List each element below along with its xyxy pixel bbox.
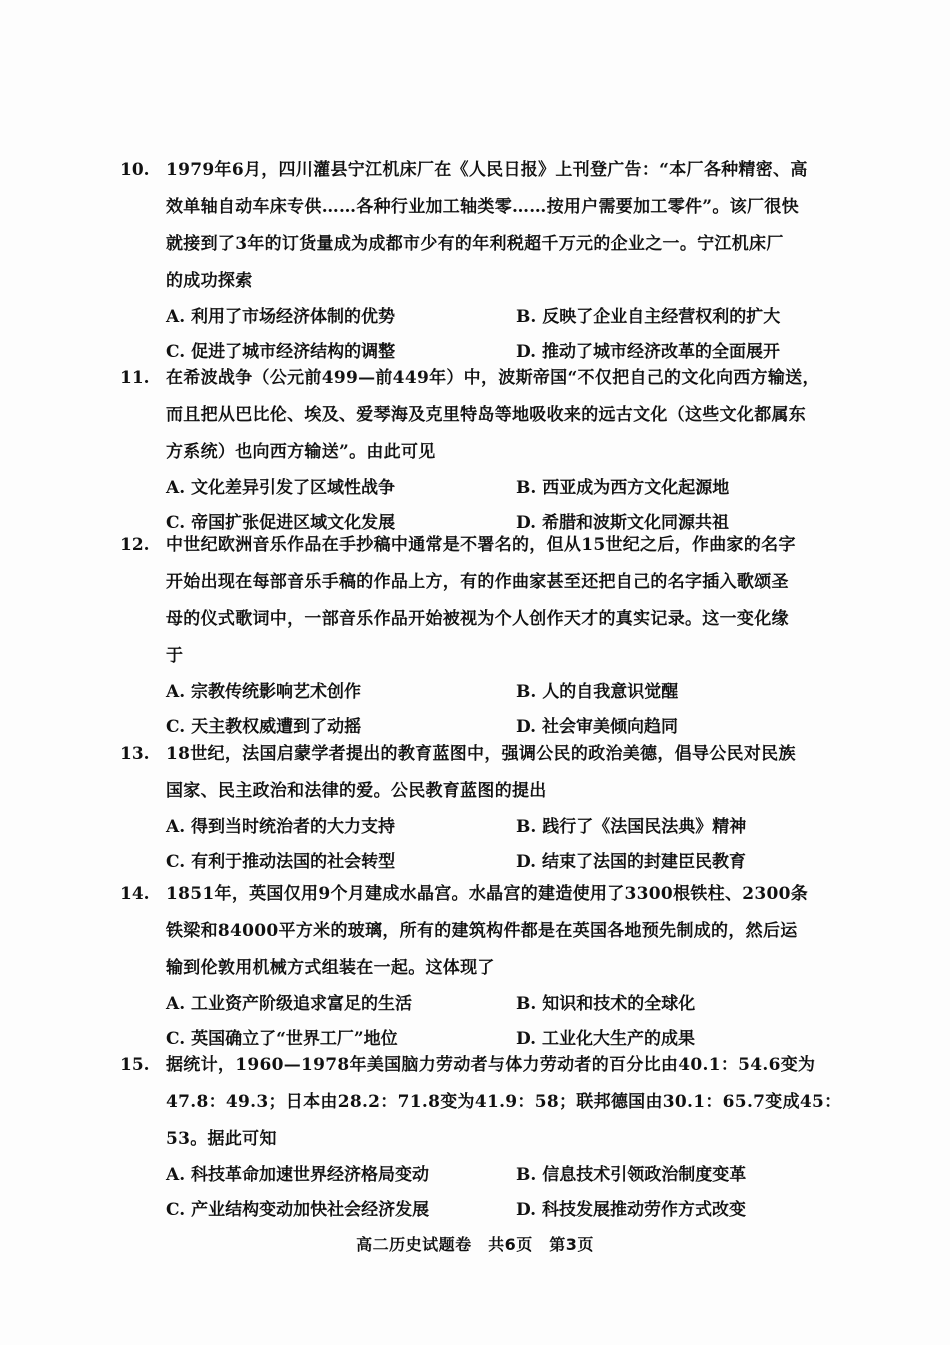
question-number: 14. (120, 884, 150, 904)
option-d: D. 社会审美倾向趋同 (516, 717, 678, 737)
stem-line: 1851年，英国仅用9个月建成水晶宫。水晶宫的建造使用了3300根铁柱、2300条 (166, 884, 809, 904)
option-d: D. 科技发展推动劳作方式改变 (516, 1200, 746, 1220)
option-a: A. 得到当时统治者的大力支持 (166, 817, 396, 837)
option-b: B. 信息技术引领政治制度变革 (516, 1165, 747, 1185)
stem-line: 18世纪，法国启蒙学者提出的教育蓝图中，强调公民的政治美德，倡导公民对民族 (166, 744, 796, 764)
stem-line: 据统计，1960—1978年美国脑力劳动者与体力劳动者的百分比由40.1：54.6变为 (166, 1055, 816, 1075)
stem-line: 而且把从巴比伦、埃及、爱琴海及克里特岛等地吸收来的远古文化（这些文化都属东 (166, 405, 807, 425)
question-15 (120, 1047, 842, 1228)
stem-line: 方系统）也向西方输送”。由此可见 (166, 442, 436, 462)
stem-line: 开始出现在每部音乐手稿的作品上方，有的作曲家甚至还把自己的名字插入歌颂圣 (166, 572, 789, 592)
option-a: A. 利用了市场经济体制的优势 (166, 307, 396, 327)
stem-line: 铁梁和84000平方米的玻璃，所有的建筑构件都是在英国各地预先制成的，然后运 (166, 921, 798, 941)
option-d: D. 结束了法国的封建臣民教育 (516, 852, 746, 872)
question-stem (166, 736, 820, 810)
option-b: B. 人的自我意识觉醒 (516, 682, 679, 702)
question-number: 13. (120, 744, 150, 764)
option-c: C. 有利于推动法国的社会转型 (166, 852, 396, 872)
stem-line: 国家、民主政治和法律的爱。公民教育蓝图的提出 (166, 781, 547, 801)
option-c: C. 天主教权威遭到了动摇 (166, 717, 362, 737)
question-stem (166, 152, 820, 300)
option-a: A. 科技革命加速世界经济格局变动 (166, 1165, 430, 1185)
question-stem (166, 876, 820, 987)
stem-line: 1979年6月，四川灌县宁江机床厂在《人民日报》上刊登广告：“本厂各种精密、高 (166, 160, 808, 180)
stem-line: 在希波战争（公元前499—前449年）中，波斯帝国“不仅把自己的文化向西方输送， (166, 368, 820, 388)
option-d: D. 推动了城市经济改革的全面展开 (516, 342, 780, 362)
stem-line: 53。据此可知 (166, 1129, 277, 1149)
option-c: C. 英国确立了“世界工厂”地位 (166, 1029, 398, 1049)
option-a: A. 工业资产阶级追求富足的生活 (166, 994, 413, 1014)
stem-line: 母的仪式歌词中，一部音乐作品开始被视为个人创作天才的真实记录。这一变化缘 (166, 609, 789, 629)
option-b: B. 践行了《法国民法典》精神 (516, 817, 747, 837)
stem-line: 的成功探索 (166, 271, 253, 291)
option-a: A. 文化差异引发了区域性战争 (166, 478, 396, 498)
question-stem (166, 360, 820, 471)
stem-line: 输到伦敦用机械方式组装在一起。这体现了 (166, 958, 495, 978)
option-b: B. 西亚成为西方文化起源地 (516, 478, 730, 498)
question-13 (120, 736, 820, 880)
option-d: D. 希腊和波斯文化同源共祖 (516, 513, 729, 533)
option-c: C. 促进了城市经济结构的调整 (166, 342, 396, 362)
stem-line: 47.8：49.3；日本由28.2：71.8变为41.9：58；联邦德国由30.1：65.7变成45： (166, 1092, 842, 1112)
option-b: B. 知识和技术的全球化 (516, 994, 696, 1014)
question-14 (120, 876, 820, 1057)
question-number: 15. (120, 1055, 150, 1075)
stem-line: 于 (166, 646, 184, 666)
option-d: D. 工业化大生产的成果 (516, 1029, 695, 1049)
question-number: 12. (120, 535, 150, 555)
question-10 (120, 152, 820, 370)
answer-options (166, 810, 820, 880)
option-c: C. 帝国扩张促进区域文化发展 (166, 513, 396, 533)
question-number: 11. (120, 368, 150, 388)
stem-line: 中世纪欧洲音乐作品在手抄稿中通常是不署名的，但从15世纪之后，作曲家的名字 (166, 535, 796, 555)
stem-line: 就接到了3年的订货量成为成都市少有的年利税超千万元的企业之一。宁江机床厂 (166, 234, 784, 254)
question-stem (166, 527, 820, 675)
option-a: A. 宗教传统影响艺术创作 (166, 682, 362, 702)
answer-options (166, 675, 820, 745)
question-number: 10. (120, 160, 150, 180)
answer-options (166, 1158, 820, 1228)
question-12 (120, 527, 820, 745)
option-b: B. 反映了企业自主经营权利的扩大 (516, 307, 781, 327)
option-c: C. 产业结构变动加快社会经济发展 (166, 1200, 430, 1220)
question-stem (166, 1047, 842, 1158)
page-footer: 高二历史试题卷 共6页 第3页 (356, 1235, 594, 1254)
question-11 (120, 360, 820, 541)
stem-line: 效单轴自动车床专供……各种行业加工轴类零……按用户需要加工零件”。该厂很快 (166, 197, 799, 217)
